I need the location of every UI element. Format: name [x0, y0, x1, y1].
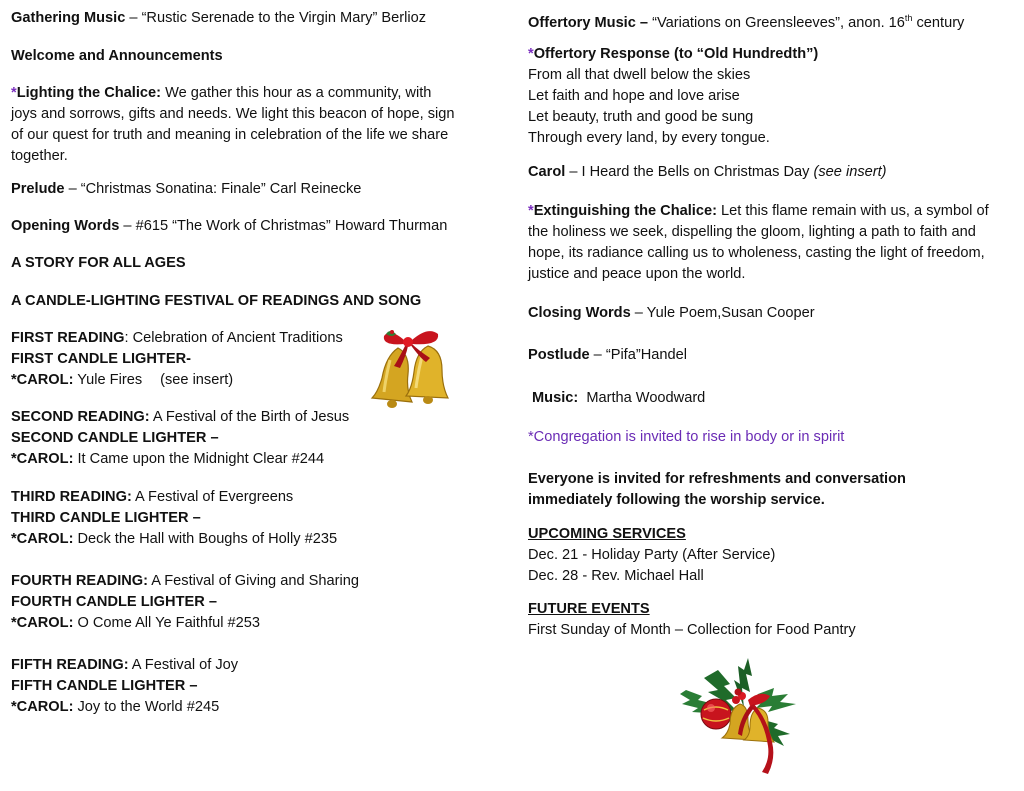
prelude-line [11, 179, 361, 200]
gathering-music-text: – “Rustic Serenade to the Virgin Mary” Berlioz [125, 10, 426, 26]
upcoming-services-title: UPCOMING SERVICES [528, 526, 686, 542]
offertory-music-label: Offertory Music – [528, 14, 649, 31]
asterisk-mark: * [528, 203, 534, 219]
music-credit-line [532, 388, 705, 409]
festival-heading: A CANDLE-LIGHTING FESTIVAL OF READINGS AND SONG [11, 293, 422, 309]
future-events [528, 599, 856, 641]
prelude-text: – “Christmas Sonatina: Finale” Carl Reinecke [64, 181, 362, 197]
closing-words-line [528, 303, 815, 324]
fourth-candle-lighter: FOURTH CANDLE LIGHTER – [11, 594, 217, 610]
postlude-label: Postlude [528, 347, 590, 363]
asterisk-mark: * [11, 85, 17, 101]
gathering-music-line [11, 8, 426, 29]
lighting-chalice-label: Lighting the Chalice: [16, 85, 162, 101]
carol-label: *CAROL: [11, 372, 74, 388]
second-reading [11, 407, 349, 470]
future-event-item: First Sunday of Month – Collection for Food Pantry [528, 622, 856, 638]
carol-label: *CAROL: [11, 615, 74, 631]
refreshments-text: Everyone is invited for refreshments and conversation immediately following the worship service. [528, 471, 906, 508]
offertory-response-label: Offertory Response (to “Old Hundredth”) [533, 46, 819, 62]
first-reading [11, 328, 343, 391]
upcoming-service-item: Dec. 21 - Holiday Party (After Service) [528, 547, 776, 563]
fourth-carol-title: O Come All Ye Faithful #253 [73, 615, 261, 631]
lighting-chalice-text: We gather this hour as a community, with joys and sorrows, gifts and needs. We light this beacon of hope, sign of our quest for truth and meaning in celebration of the life we share together. [11, 85, 455, 164]
fifth-candle-lighter: FIFTH CANDLE LIGHTER – [11, 678, 198, 694]
response-line: Let beauty, truth and good be sung [528, 109, 754, 125]
lighting-chalice-paragraph [11, 83, 461, 167]
gathering-music-label: Gathering Music [11, 10, 126, 26]
offertory-music-text: “Variations on Greensleeves”, anon. 16 [648, 14, 905, 31]
second-reading-label: SECOND READING: [11, 409, 150, 425]
fifth-reading-label: FIFTH READING: [11, 657, 129, 673]
extinguishing-chalice-paragraph [528, 201, 998, 285]
third-reading-text: A Festival of Evergreens [131, 489, 294, 505]
prelude-label: Prelude [11, 181, 65, 197]
future-events-title: FUTURE EVENTS [528, 601, 650, 617]
fourth-reading-label: FOURTH READING: [11, 573, 149, 589]
fifth-reading [11, 655, 238, 718]
offertory-century: century [912, 14, 965, 31]
fourth-reading-text: A Festival of Giving and Sharing [148, 573, 359, 589]
second-candle-lighter: SECOND CANDLE LIGHTER – [11, 430, 219, 446]
story-heading: A STORY FOR ALL AGES [11, 255, 186, 271]
asterisk-mark: * [528, 46, 534, 62]
refreshments-note [528, 469, 948, 511]
closing-words-text: – Yule Poem,Susan Cooper [630, 305, 815, 321]
carol-line [528, 162, 887, 183]
carol-title: – I Heard the Bells on Christmas Day [565, 164, 814, 180]
first-reading-label: FIRST READING [11, 330, 125, 346]
see-insert-note: (see insert) [813, 164, 887, 180]
offertory-music-line [528, 8, 964, 34]
congregation-rise-note: *Congregation is invited to rise in body or in spirit [528, 429, 845, 445]
music-credit-text: Martha Woodward [578, 390, 706, 406]
ordinal-suffix: th [904, 13, 913, 23]
opening-words-line [11, 216, 447, 237]
opening-words-text: – #615 “The Work of Christmas” Howard Thurman [119, 218, 448, 234]
response-line: Let faith and hope and love arise [528, 88, 740, 104]
postlude-line [528, 345, 687, 366]
extinguishing-chalice-text: Let this flame remain with us, a symbol of the holiness we seek, dispelling the gloom, lighting a path to faith and hope, its radiance calling us to wholeness, casting the light of freedom, justice and peace upon the world. [528, 203, 989, 282]
offertory-response [528, 44, 818, 149]
first-candle-lighter: FIRST CANDLE LIGHTER- [11, 351, 191, 367]
response-line: From all that dwell below the skies [528, 67, 751, 83]
upcoming-service-item: Dec. 28 - Rev. Michael Hall [528, 568, 704, 584]
third-reading [11, 487, 337, 550]
closing-words-label: Closing Words [528, 305, 631, 321]
fifth-carol-title: Joy to the World #245 [73, 699, 220, 715]
first-reading-text: : Celebration of Ancient Traditions [124, 330, 343, 346]
welcome-heading: Welcome and Announcements [11, 48, 223, 64]
carol-label: *CAROL: [11, 451, 74, 467]
holly-bells-icon [678, 650, 804, 776]
third-reading-label: THIRD READING: [11, 489, 132, 505]
second-reading-text: A Festival of the Birth of Jesus [149, 409, 350, 425]
music-label: Music: [532, 390, 579, 406]
carol-label: *CAROL: [11, 531, 74, 547]
third-candle-lighter: THIRD CANDLE LIGHTER – [11, 510, 201, 526]
fourth-reading [11, 571, 359, 634]
carol-label: Carol [528, 164, 566, 180]
see-insert-note: (see insert) [160, 372, 234, 388]
second-carol-title: It Came upon the Midnight Clear #244 [73, 451, 325, 467]
christmas-bells-icon [368, 326, 468, 418]
third-carol-title: Deck the Hall with Boughs of Holly #235 [73, 531, 338, 547]
postlude-text: – “Pifa”Handel [589, 347, 687, 363]
fifth-reading-text: A Festival of Joy [128, 657, 239, 673]
carol-label: *CAROL: [11, 699, 74, 715]
first-carol-title: Yule Fires [73, 372, 143, 388]
upcoming-services [528, 524, 775, 587]
response-line: Through every land, by every tongue. [528, 130, 770, 146]
extinguishing-chalice-label: Extinguishing the Chalice: [533, 203, 717, 219]
opening-words-label: Opening Words [11, 218, 120, 234]
